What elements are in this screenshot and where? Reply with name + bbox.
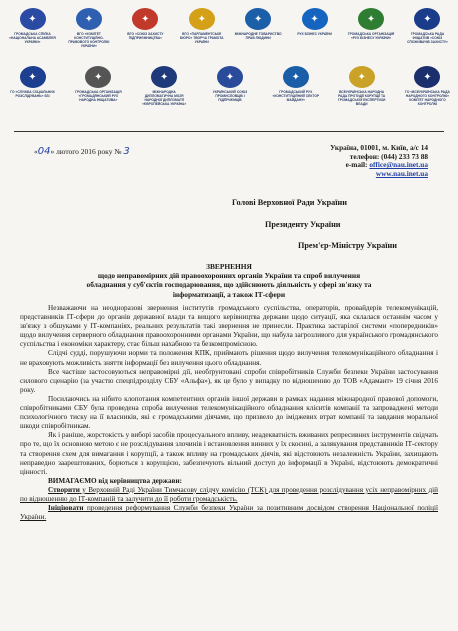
organization-name: ГО «СЛУЖБА СОЦІАЛЬНИХ РОЗСЛІДУВАНЬ» SSI [10,90,55,98]
organization-logo [8,8,57,49]
logos-row-top [8,8,452,49]
organization-logo [177,8,226,49]
emblem-icon: ✦ [20,8,46,30]
phone-line: телефон: (044) 233 73 88 [349,151,428,161]
recipient-2: Президенту України [265,220,341,229]
recipient-3: Прем'єр-Міністру України [298,241,397,250]
title-line-1: щодо неправомірних дій правоохоронних органів України та спроб вилучення [97,271,361,281]
emblem-icon: ✦ [414,66,440,88]
organization-name: ВСЕУКРАЇНСЬКА НАРОДНА РАДА ПРОТИДІЇ КОРУПЦІЇ ТА ГРОМАДСЬКОЇ ЕКСПЕРТИЗИ ВЛАДИ [337,90,386,106]
document-title [20,262,438,299]
paragraph-4: Посилаючись на нібито клопотання компетентних органів іншої держави в рамках надання міжнародної правової допомоги, співробітниками СБУ була проведена спроба вилучення телекомунікаційного обладнання клієнтів компанії та запроваджені методи психологічного тиску на її власників, які є громадськими діячами, що призвело до іміджевих втрат компанії та завдання моральної шкоди співробітникам. [20,394,438,431]
organization-logo [8,66,57,107]
demand-2-lead: Ініціювати [48,504,84,513]
paragraph-5: Як і раніше, жорстокість у виборі засобів процесуального впливу, неадекватність вживаних репресивних інструментів свідчать про те, що їх основною метою є не розслідування злочинів і встановлення винних у їх скоєнні, а залякування представників ІТ-сектору та створення схем для вимагання і корупції, а також впливу на громадських діячів, які відстоюють незалежність України, захищають неправедно заарештованих, борються з корупцією, забезпечують вільний доступ до інформації в Україні, відстоюють демократичні цінності. [20,431,438,476]
document-body [20,304,438,522]
organization-logo [64,8,113,49]
demands-heading: ВИМАГАЄМО від керівництва держави: [48,476,182,485]
organization-name: МІЖНАРОДНЕ ТОВАРИСТВО ПРАВ ЛЮДИНИ [234,32,282,40]
organization-name: ВГО «ПАРЛАМЕНТСЬКЕ БЮРО» ТВОРЧА ГРАМОТА УКРАЇНИ [179,32,224,44]
demand-1 [20,486,438,504]
organization-logo [337,66,386,107]
paragraph-3: Все частіше застосовуються неправомірні дії, необґрунтовані спроби співробітників Служби безпеки України застосування силового сценарію (за участю спецпідрозділу СБУ «Альфа»), як це було у випадку по відношенню до ТОВ «Адамант» 19 січня 2016 року. [20,367,438,394]
emblem-icon: ✦ [358,8,384,30]
organization-logo [234,8,283,49]
organization-logo [140,66,189,107]
emblem-icon: ✦ [151,66,177,88]
organization-logo [271,66,320,107]
handwritten-number: 3 [123,146,130,157]
organization-logo [74,66,123,107]
sender-address [258,144,428,178]
email-label: e-mail: [345,160,370,170]
organization-logo [347,8,396,49]
emblem-icon: ✦ [132,8,158,30]
organization-name: ГРОМАДСЬКА ОРГАНІЗАЦІЯ «ГРОМАДЯНСЬКИЙ РУХ НАРОДНА ІНІЦІАТИВА» [75,90,122,102]
organization-name: ГРОМАДСЬКА СПІЛКА «НАЦІОНАЛЬНА АСАМБЛЕЯ УКРАЇНИ» [9,32,56,44]
demand-1-lead: Створити [48,485,80,494]
organization-name: ГРОМАДСЬКИЙ РУХ «КОНСТИТУЦІЙНИЙ СЕКТОР МАЙДАНУ» [272,90,320,102]
emblem-icon: ✦ [349,66,375,88]
demand-2 [20,504,438,522]
demand-1-text: у Верховній Раді України Тимчасову слідчу комісію (ТСК) для проведення розслідування усіх неправомірних дій по відношенню до ІТ-компаній та залучити до її роботи громадськість. [20,485,438,503]
organization-name: УКРАЇНСЬКИЙ СОЮЗ ПРОМИСЛОВЦІВ І ПІДПРИЄМЦІВ [212,90,248,102]
organization-name: ГРОМАДСЬКА ОРГАНІЗАЦІЯ «РУХ БІЗНЕСУ УКРАЇНИ» [347,32,395,40]
paragraph-2: Слідчі судді, порушуючи норми та положення КПК, приймають рішення щодо вилучення телекомунікаційного обладнання і не враховують можливість зняття інформації без вилучення цього обладнання. [20,349,438,367]
organization-logo [290,8,339,49]
organization-name: ГРОМАДСЬКА РАДА ІНІЦІАТИВ «СОЮЗ СПОЖИВАЧІВ ЗАХИСТУ» [407,32,448,44]
title-line-2: обладнання у суб'єктів господарювання, що здійснюють діяльність у сфері зв'язку та [86,280,372,290]
organization-logo [121,8,170,49]
emblem-icon: ✦ [20,66,46,88]
email-link[interactable]: office@nau.inet.ua [369,160,428,170]
logos-row-bottom [8,66,452,107]
emblem-icon: ✦ [76,8,102,30]
handwritten-day: 04 [37,146,51,157]
emblem-icon: ✦ [85,66,111,88]
paragraph-1: Незважаючи на неодноразові звернення інститутів громадського суспільства, операторів, провайдерів телекомунікацій, представників ІТ-сфери до органів державної влади та вищого керівництва держави щодо ситуації, яка склалася останнім часом у зв'язку з обшуками у ІТ-компаніях, реальних результатів такі звернення не принесли. Практика застарілої системи «попередників» щодо вилучення серверного обладнання правоохоронними органами України, що набула загрозливого для українського громадянського суспільства і економіки характеру, стає більш нахабною та безкомпромісною. [20,304,438,349]
address-line: Україна, 01001, м. Київ, а/с 14 [330,143,428,152]
emblem-icon: ✦ [414,8,440,30]
title-heading: ЗВЕРНЕННЯ [206,262,252,271]
recipient-1: Голові Верховної Ради України [232,198,347,207]
organization-name: ГО «ВСЕУКРАЇНСЬКА РАДА НАРОДНОГО КОНТРОЛЮ» КОМІТЕТ НАРОДНОГО КОНТРОЛЮ [405,90,450,106]
title-line-3: інформатизації, а також ІТ-сфери [172,289,286,299]
emblem-icon: ✦ [245,8,271,30]
organization-logo [403,66,452,107]
date-text: лютого 2016 року № [56,147,122,156]
emblem-icon: ✦ [283,66,309,88]
organization-name: ВГО «СОЮЗ ЗАХИСТУ ПІДПРИЄМНИЦТВА» [127,32,164,40]
organization-name: РУХ БІЗНЕС УКРАЇНИ [297,32,332,36]
header-divider [14,131,444,132]
organization-name: ВГО «КОМІТЕТ КОНСТИТУЦІЙНО-ПРАВОВОГО КОНТРОЛЮ УКРАЇНИ» [68,32,110,48]
outgoing-date-number: «04» лютого 2016 року № 3 [34,146,130,157]
organization-name: МІЖНАРОДНА ДИПЛОМАТИЧНА МІСІЯ НАРОДНОЇ ДИПЛОМАТІЇ «ЄВРОПЕЙСЬКА УКРАЇНА» [142,90,187,106]
emblem-icon: ✦ [302,8,328,30]
demand-2-text: проведення реформування Служби безпеки України за позитивним досвідом створення Національної поліції України. [20,504,438,522]
organization-logo [205,66,254,107]
organization-logo [403,8,452,49]
website-link[interactable]: www.nau.inet.ua [375,168,428,178]
emblem-icon: ✦ [217,66,243,88]
emblem-icon: ✦ [189,8,215,30]
